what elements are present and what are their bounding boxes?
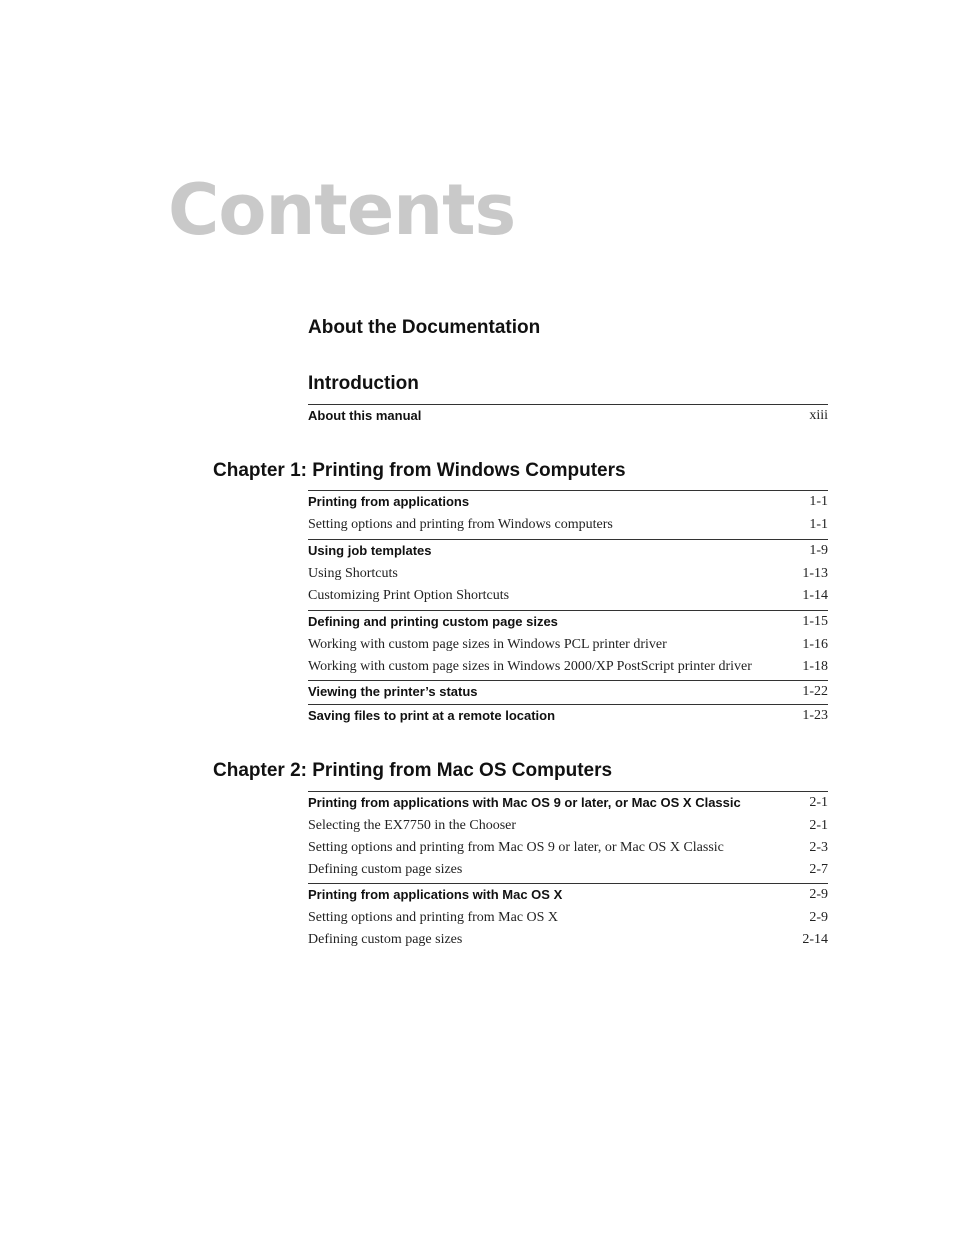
toc-entry-page: 1-14: [802, 588, 828, 603]
toc-entry-page: 1-23: [802, 708, 828, 723]
toc-group-custom-page-sizes: [308, 610, 828, 679]
toc-entry-page: 2-14: [802, 932, 828, 947]
toc-group-using-job-templates: [308, 539, 828, 608]
toc-entry-page: xiii: [809, 408, 828, 423]
toc-entry-label: Using job templates: [308, 543, 432, 558]
toc-entry-page: 2-1: [809, 818, 828, 833]
toc-entry-page: 1-15: [802, 614, 828, 629]
toc-entry-label: Setting options and printing from Mac OS X: [308, 910, 559, 925]
toc-entry-page: 2-7: [809, 862, 828, 877]
toc-entry-page: 1-22: [802, 684, 828, 699]
section-introduction[interactable]: Introduction: [308, 373, 419, 394]
toc-entry-heading[interactable]: [308, 491, 828, 515]
toc-entry-label: About this manual: [308, 408, 422, 423]
toc-entry-label: Setting options and printing from Windows computers: [308, 517, 613, 532]
toc-group-printing-from-applications: [308, 490, 828, 537]
toc-entry-page: 1-1: [809, 494, 828, 509]
toc-entry[interactable]: [308, 586, 828, 608]
toc-entry[interactable]: [308, 930, 828, 952]
toc-entry[interactable]: [308, 816, 828, 838]
toc-entry-label: Printing from applications with Mac OS X: [308, 887, 563, 902]
toc-entry-label: Customizing Print Option Shortcuts: [308, 588, 510, 603]
page-title: Contents: [168, 169, 516, 251]
toc-entry[interactable]: [308, 860, 828, 882]
toc-entry-label: Printing from applications with Mac OS 9 or later, or Mac OS X Classic: [308, 795, 741, 810]
toc-entry-heading[interactable]: [308, 611, 828, 635]
toc-entry-page: 1-13: [802, 566, 828, 581]
toc-entry[interactable]: [308, 515, 828, 537]
toc-entry-heading[interactable]: [308, 681, 828, 705]
toc-entry-label: Using Shortcuts: [308, 566, 398, 581]
section-about-documentation[interactable]: About the Documentation: [308, 317, 541, 338]
toc-entry-label: Viewing the printer’s status: [308, 684, 478, 699]
toc-entry-page: 1-1: [809, 517, 828, 532]
toc-entry[interactable]: [308, 908, 828, 930]
toc-entry-label: Saving files to print at a remote location: [308, 708, 556, 723]
toc-group-mac-os-9: [308, 791, 828, 882]
toc-entry-label: Defining custom page sizes: [308, 862, 463, 877]
toc-group-mac-os-x: [308, 883, 828, 952]
toc-entry-label: Working with custom page sizes in Windows PCL printer driver: [308, 637, 667, 652]
toc-entry-heading[interactable]: [308, 884, 828, 908]
toc-entry-label: Working with custom page sizes in Windows 2000/XP PostScript printer driver: [308, 659, 752, 674]
toc-entry-page: 1-18: [802, 659, 828, 674]
toc-entry[interactable]: [308, 564, 828, 586]
toc-entry-heading[interactable]: [308, 792, 828, 816]
toc-entry-page: 2-9: [809, 887, 828, 902]
toc-group-printer-status: [308, 680, 828, 705]
toc-entry-label: Defining and printing custom page sizes: [308, 614, 558, 629]
toc-group-remote-location: [308, 704, 828, 729]
chapter-number: Chapter 1:: [213, 460, 307, 481]
toc-entry-page: 1-16: [802, 637, 828, 652]
toc-entry[interactable]: [308, 657, 828, 679]
toc-entry-page: 2-3: [809, 840, 828, 855]
toc-entry-page: 2-1: [809, 795, 828, 810]
toc-entry[interactable]: [308, 838, 828, 860]
toc-entry-page: 1-9: [809, 543, 828, 558]
toc-entry-heading[interactable]: [308, 705, 828, 729]
toc-entry-label: Selecting the EX7750 in the Chooser: [308, 818, 517, 833]
chapter-title: Printing from Windows Computers: [312, 460, 626, 481]
toc-group-about-manual: [308, 404, 828, 429]
chapter-title: Printing from Mac OS Computers: [312, 760, 613, 781]
chapter-2-heading[interactable]: [213, 759, 612, 783]
toc-entry-label: Printing from applications: [308, 494, 470, 509]
toc-entry-heading[interactable]: [308, 540, 828, 564]
toc-entry[interactable]: [308, 635, 828, 657]
toc-entry-about-this-manual[interactable]: [308, 405, 828, 429]
toc-entry-label: Defining custom page sizes: [308, 932, 463, 947]
chapter-1-heading[interactable]: [213, 459, 626, 483]
chapter-number: Chapter 2:: [213, 760, 307, 781]
toc-entry-label: Setting options and printing from Mac OS 9 or later, or Mac OS X Classic: [308, 840, 724, 855]
toc-entry-page: 2-9: [809, 910, 828, 925]
